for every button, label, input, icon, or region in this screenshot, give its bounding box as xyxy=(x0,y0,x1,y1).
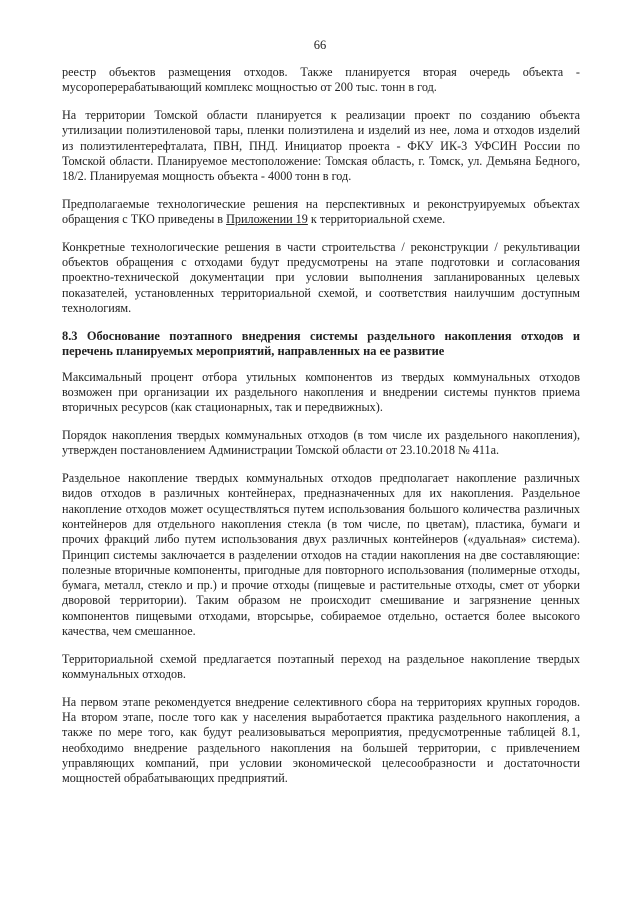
page-number: 66 xyxy=(313,38,327,52)
page-content xyxy=(62,65,580,799)
appendix-19-link[interactable]: Приложении 19 xyxy=(226,212,308,227)
paragraph: Территориальной схемой предлагается поэтапный переход на раздельное накопление твердых коммунальных отходов. xyxy=(62,651,580,682)
paragraph-text: к территориальной схеме. xyxy=(307,212,446,227)
paragraph: На территории Томской области планируется к реализации проект по созданию объекта утилизации полиэтиленовой тары, пленки полиэтилена и изделий из нее, лома и отходов изделий из полиэтилентерефталата, ПВН, ПНД. Инициатор проекта - ФКУ ИК-3 УФСИН России по Томской области. Планируемое местоположение: Томская область, г. Томск, ул. Демьяна Бедного, 18/2. Планируемая мощность объекта - 4000 тонн в год. xyxy=(62,107,580,184)
paragraph: Максимальный процент отбора утильных компонентов из твердых коммунальных отходов возможен при организации их раздельного накопления и внедрении системы пунктов приема вторичных ресурсов (как стационарных, так и передвижных). xyxy=(62,369,580,415)
paragraph: Порядок накопления твердых коммунальных отходов (в том числе их раздельного накопления), утвержден постановлением Администрации Томской области от 23.10.2018 № 411а. xyxy=(62,428,580,458)
paragraph-text: Предполагаемые технологические решения на перспективных и реконструируемых объектах обращения с ТКО приведены в xyxy=(62,196,580,227)
paragraph: Раздельное накопление твердых коммунальных отходов предполагает накопление различных видов отходов в различных контейнерах, предназначенных для их накопления. Раздельное накопление отходов может осуществляться путем использования большого количества различных контейнеров для отдельного накопления стекла (в том числе, по цветам), пластика, бумаги и прочих фракций либо путем использования двух различных контейнеров («дуальная» система). Принцип системы заключается в разделении отходов на стадии накопления на две составляющие: полезные вторичные компоненты, пригодные для повторного использования (полимерные отходы, бумага, металл, стекло и пр.) и прочие отходы (пищевые и растительные отходы, смет от уборки дворовой территории). Таким образом не происходит смешивание и загрязнение ценных компонентов пищевыми отходами, вторсырье, собираемое отдельно, остается более высокого качества, чем смешанное. xyxy=(62,471,580,639)
paragraph: Конкретные технологические решения в части строительства / реконструкции / рекультивации объектов обращения с отходами будут предусмотрены на этапе подготовки и согласования проектно-технической документации при условии выполнения запланированных целевых показателей, установленных территориальной схемой, и соответствия наилучшим доступным технологиям. xyxy=(62,239,580,316)
paragraph-appendix-reference xyxy=(62,197,580,228)
paragraph: реестр объектов размещения отходов. Также планируется вторая очередь объекта - мусороперерабатывающий комплекс мощностью от 200 тыс. тонн в год. xyxy=(62,65,580,95)
section-heading: 8.3 Обоснование поэтапного внедрения системы раздельного накопления отходов и перечень планируемых мероприятий, направленных на ее развитие xyxy=(62,328,580,359)
paragraph: На первом этапе рекомендуется внедрение селективного сбора на территориях крупных городов. На втором этапе, после того как у населения выработается практика раздельного накопления, а также по мере того, как будут реализовываться мероприятия, предусмотренные таблицей 8.1, необходимо внедрение раздельного накопления на большей территории, с привлечением управляющих компаний, при условии экономической целесообразности и достаточности мощностей обрабатывающих предприятий. xyxy=(62,694,580,786)
